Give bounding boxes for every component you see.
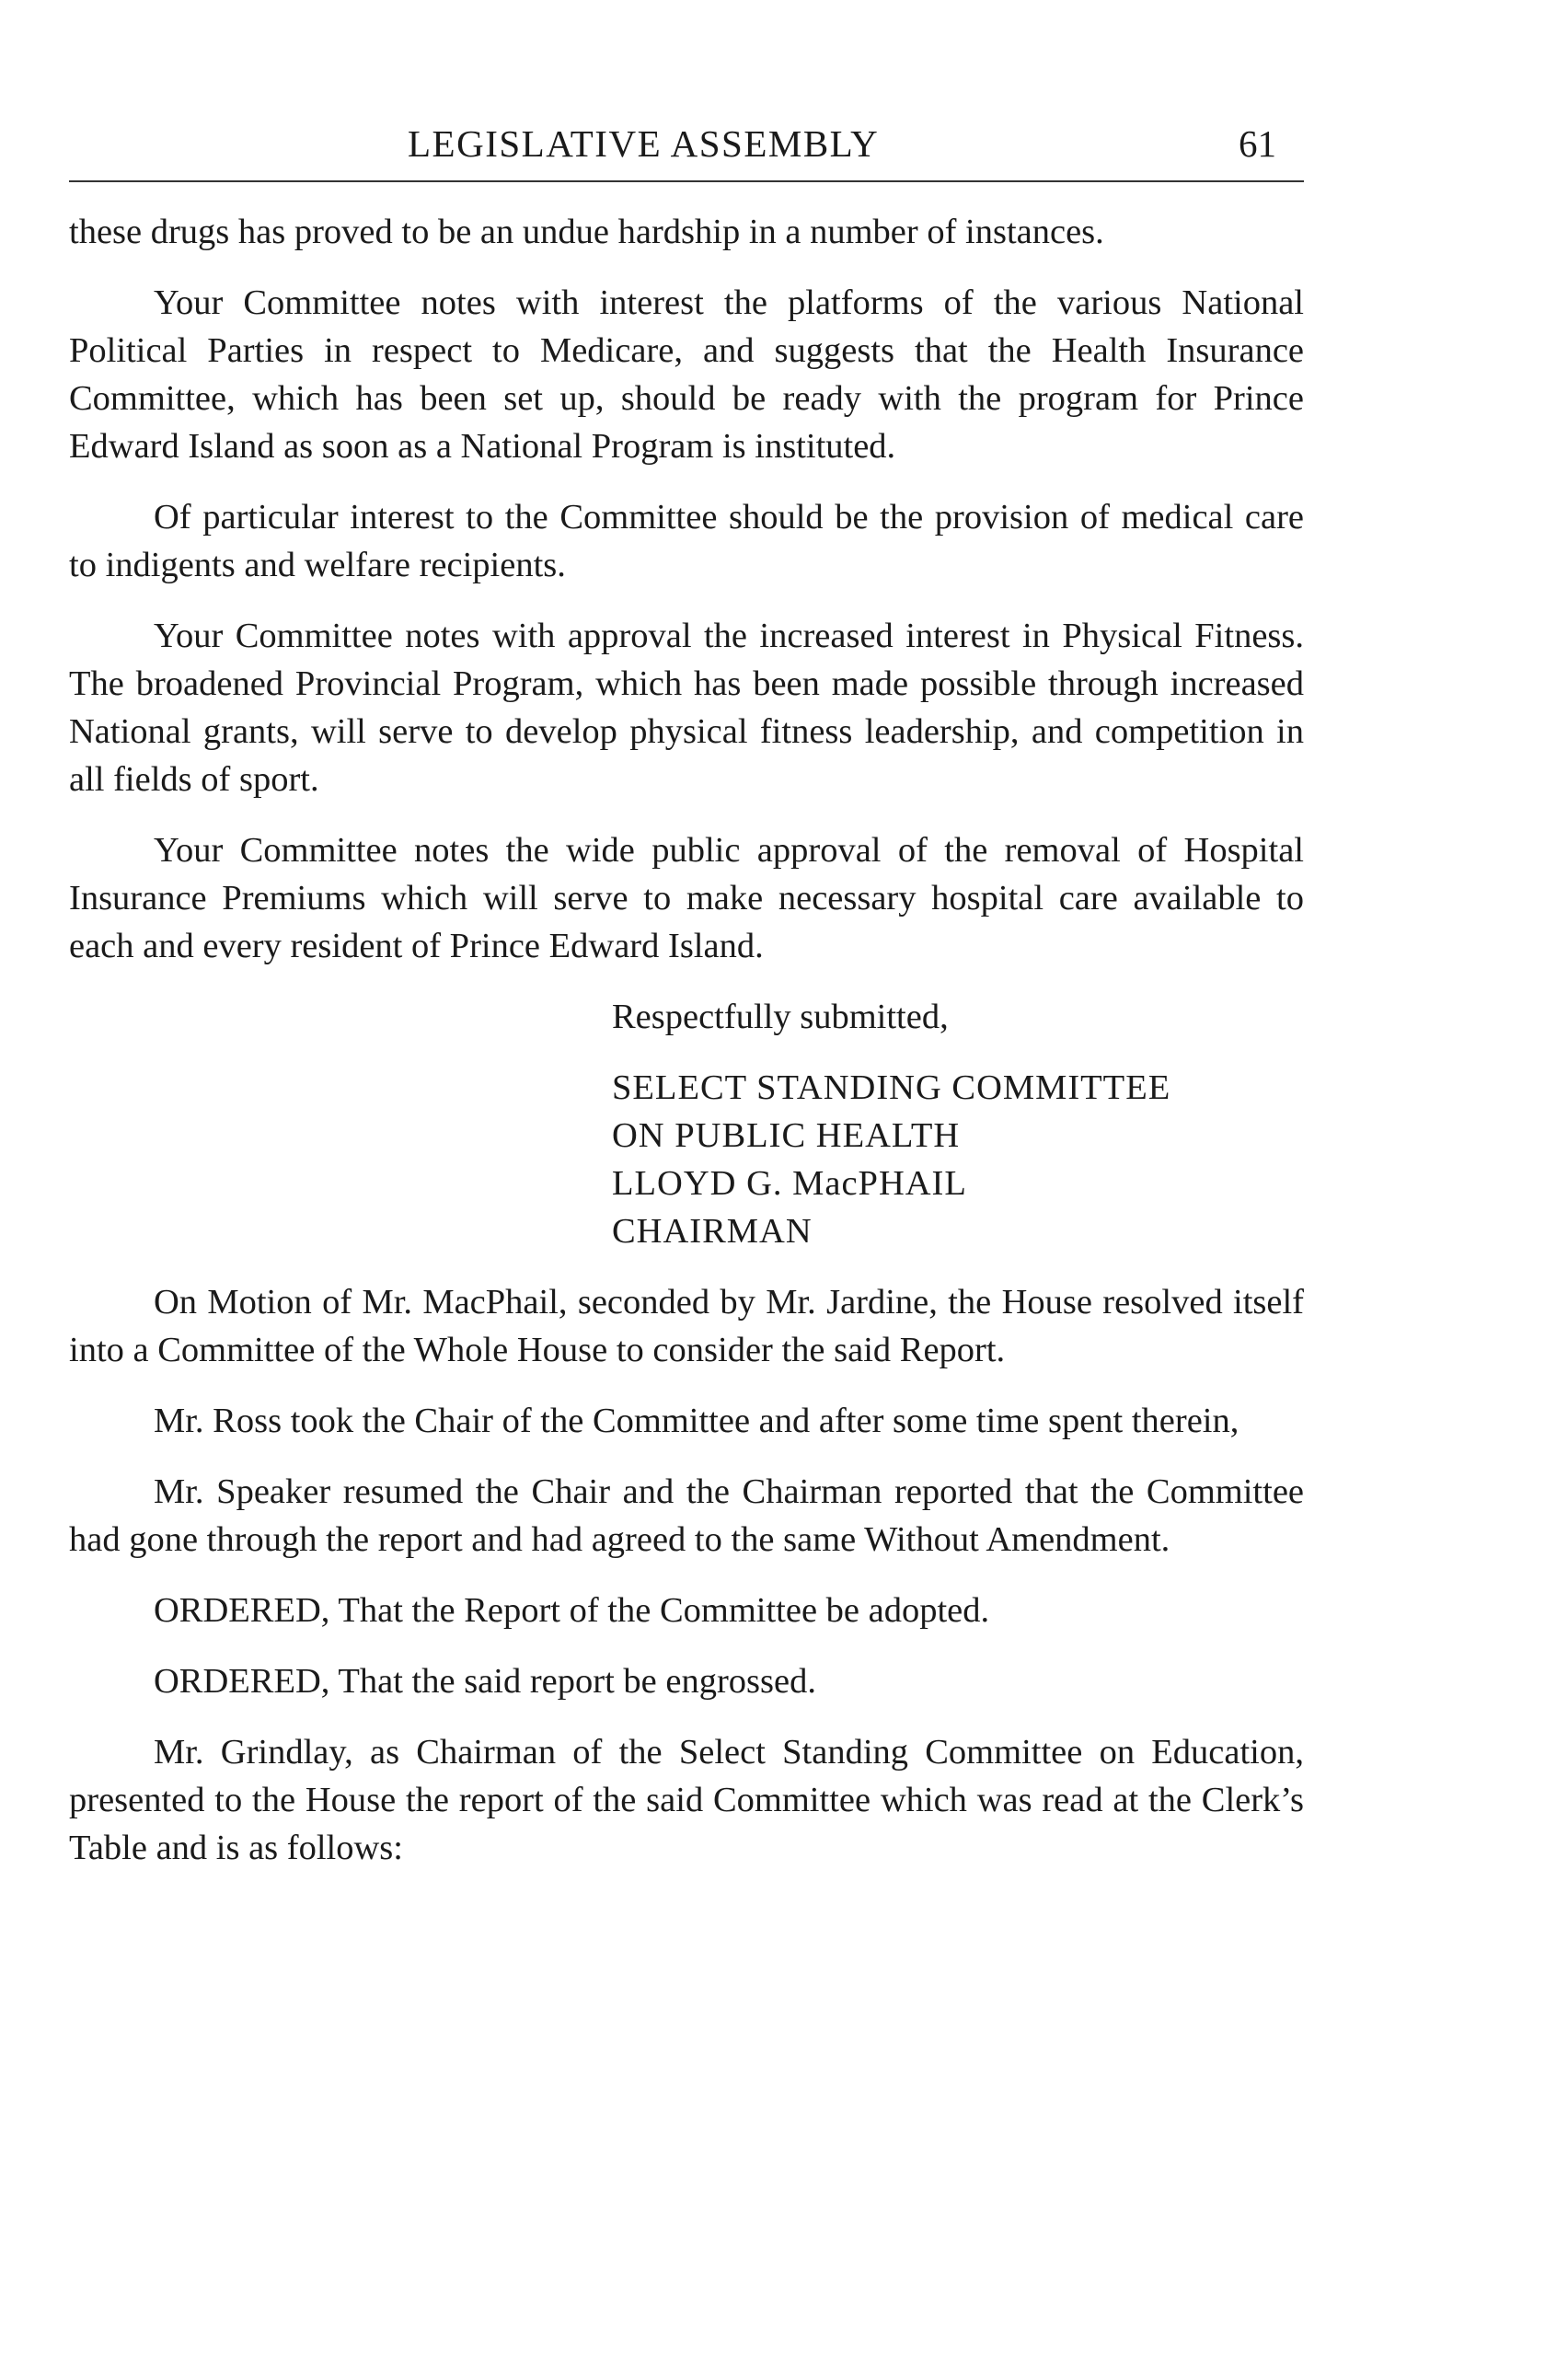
header-title: LEGISLATIVE ASSEMBLY bbox=[408, 122, 880, 165]
signature-committee-name: SELECT STANDING COMMITTEE bbox=[612, 1068, 1171, 1107]
paragraph-ordered-adopted: ORDERED, That the Report of the Committee be adopted. bbox=[154, 1591, 990, 1630]
signature-chairman-name: LLOYD G. MacPHAIL bbox=[612, 1164, 967, 1203]
paragraph-ordered-engrossed: ORDERED, That the said report be engrossed. bbox=[154, 1662, 816, 1701]
document-page bbox=[69, 0, 1304, 2366]
signature-chairman-title: CHAIRMAN bbox=[612, 1212, 813, 1251]
body-text bbox=[69, 208, 1304, 1895]
header-rule bbox=[69, 180, 1304, 182]
running-head bbox=[69, 118, 1304, 169]
paragraph-hospital-insurance: Your Committee notes the wide public approval of the removal of Hospital Insurance Premiums which will serve to make necessary hospital care available to each and every resident of Prince Edward Island. bbox=[69, 831, 1304, 965]
signature-block bbox=[69, 993, 1304, 1255]
page-number: 61 bbox=[1239, 122, 1276, 165]
paragraph-physical-fitness: Your Committee notes with approval the increased interest in Physical Fitness. The broadened Provincial Program, which has been made possible through increased National grants, will serve to develop physical fitness leadership, and competition in all fields of sport. bbox=[69, 617, 1304, 799]
signature-committee-subject: ON PUBLIC HEALTH bbox=[612, 1116, 961, 1155]
signature-closing: Respectfully submitted, bbox=[612, 998, 949, 1036]
paragraph-chair: Mr. Ross took the Chair of the Committee and after some time spent therein, bbox=[154, 1402, 1239, 1440]
paragraph-medicare: Your Committee notes with interest the platforms of the various National Political Parties in respect to Medicare, and suggests that the Health Insurance Committee, which has been set up, should be ready with the program for Prince Edward Island as soon as a National Program is instituted. bbox=[69, 283, 1304, 466]
paragraph-speaker-report: Mr. Speaker resumed the Chair and the Chairman reported that the Committee had gone through the report and had agreed to the same Without Amendment. bbox=[69, 1472, 1304, 1559]
paragraph-continuation: these drugs has proved to be an undue hardship in a number of instances. bbox=[69, 213, 1104, 251]
paragraph-medical-care: Of particular interest to the Committee should be the provision of medical care to indigents and welfare recipients. bbox=[69, 498, 1304, 584]
paragraph-motion: On Motion of Mr. MacPhail, seconded by Mr. Jardine, the House resolved itself into a Committee of the Whole House to consider the said Report. bbox=[69, 1283, 1304, 1369]
paragraph-education-report: Mr. Grindlay, as Chairman of the Select Standing Committee on Education, presented to the House the report of the said Committee which was read at the Clerk’s Table and is as follows: bbox=[69, 1733, 1304, 1867]
